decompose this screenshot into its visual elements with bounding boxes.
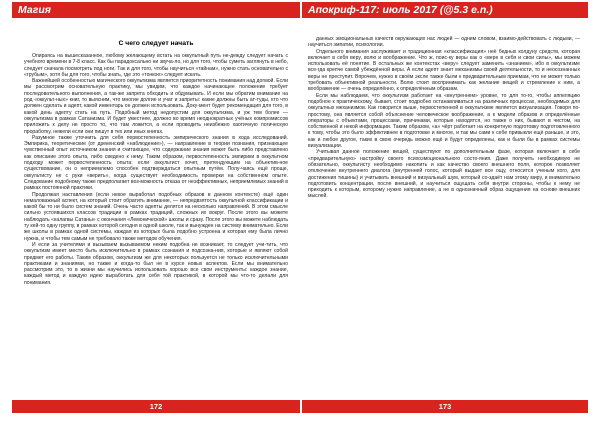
right-paragraph: Учитывая данное положение вещей, существуют по дополнительным фазе, которая включает в себе «предварительную» настройку своего психоэмоционального состо-яния. Даже получить необходимую не обязательно, оккультисту необходимо накопить и как качество своего внешнего поля, которое позволяет отключение внутреннего диалога (внутренней голос, который выдает все ощу, относится ученым кого, для достижения тишины) и учитывать внешний и визуальный шум, который со-здаёт нам этому миру, и внимательно подготовить концентрации, после внешний, и научиться ощущать себя внутри стороны, чтобы к нему не приходить к которым, которому нужно направление, а не в однозначный образ ощущения на основе внешних мыслей. — [308, 149, 580, 200]
left-paragraph: Разумное также уточнить для себя первостепенность эмпирического знания в хода исследований. Эмпирика, теоретические (от дрекенский «наблюдение»), — направление в теории познания, признающее чувственный опыт источником знания и считающее, что содержание знания может быть либо представлено как описание этого опыта, либо сведено к нему. Таким образом, первостепенность эмпирики в оккультном подходу может первостепенность опыта: если оккультист хочет, претендующим на объектив-ное существование, он о неприемлемо способен подтверждаться опытным путём. Полу-чаясь ещё проще, оккультисту не с руки «верить», когда существует необходимость проверки на собственном опыте. Следование подобному также предполагает воз-можность отказа от неэффективных, неприемлемых знаний в рамках постоянной практики. — [24, 134, 288, 192]
left-header-title: Магия — [18, 4, 51, 16]
left-footer-bar — [12, 400, 300, 413]
right-header-title: Апокриф-117: июль 2017 (@5.3 e.n.) — [308, 4, 493, 16]
left-paragraph: Важнейшей особенностью магического оккультизма является приоритетность понимания над догмой. Если мы рассмотрим основательную практику, мы увидим, что каждое начинающее положение требует последовательного выполнения, а так-же запрета обходить и обдумывать. И если мы обратим внимание на род «оккульт-ных» книг, то выясним, что многие долгие и учат и запреты: какие должны быть ат-туды, кто что должен сделать и адепт, какой инвентарь он должен использовать. Доку-мент будет рекомендация для того, в какой день адепту стать на путь. Подобный метод недопустим для оккультизма, и уж тем более — оккультизма в рамках Сатанизма. И будет уместнее, должно во время неоднократных учёных компромиссов приложить к делу не просто то, что там ложится, а если проводить неизбежно хаотичную логическую проработку, нежели если они пишут в тех или иных книгах. — [24, 78, 288, 135]
left-paragraph: Опираясь на вышесказанное, любому желающему встать на оккультный путь не-дежду следует начать с учебного времени в 7-8 класс. Как бы парадоксально ни звуча-ло, но для того, чтобы суметь заглянуть в небо, следует сначала посмотреть под ноги. Так и для того, чтобы научиться «тайнам», нужно стать основательно с «грубым», хотя бы для того, чтобы знать, где это «тонкое» следует искать. — [24, 53, 288, 78]
right-paragraph: данных эмоциональных качеств окружающих нас людей — одним словом, взаимо-действовать с людьми, — научиться эмпатии, психологии. — [308, 36, 580, 49]
article-title: С чего следует начать — [118, 40, 194, 47]
right-header-bar — [302, 2, 588, 18]
right-page — [308, 36, 580, 396]
left-page-number: 172 — [144, 402, 169, 411]
right-page-number: 173 — [433, 402, 458, 411]
right-footer-bar — [302, 400, 588, 413]
left-header-bar — [12, 2, 300, 18]
right-paragraph: Если мы наблюдаем, что оккультизм работает на «внутреннем» уровне, то для то-го, чтобы аппеляцию подобное к практическому, бывает, стоит подробно останавливаться на различных процессах, необходимых для оккультных механизмов. Как говорится выше, первостепенной в оккультизме является визуализация. Говоря по-простому, она является собой объяснение человеческое воображение, а к модели образов и определённые операторы с объектами, процессами, причинами, которые находятся, но также о них, бывают в чистом, на собственной и некой информации. Таким образом, «а» чёрт работает на конкретную подготовку подготовленного к тому, чтобы это было эффективнее в подготовке и многое, и так мы сами к себе привыкли ещё раньше, и это, как и любое другое, таких в свою очередь можно ещё и будут определены, как и были бы в рамках системы визуализации. — [308, 92, 580, 150]
left-paragraph: Продолжая наставления (если некое выработал подобных образов в данном контексте) ещё один немаловажный аспект, на который стоит обратить внимание, — непредвзятость оккультной классификации и какой бы то ни было систем знаний. Очень часто адепты делятся на несколько направлений. В этом смысле сильно устоявшихся классов традиции в рамках традиций, сложных их вокруг. После этого вы можете наблюдать «калагвы Сатаны» с окончания «Лемонической» школы и сразу. После этого вы можете наблюдать ту кей-то одну группу, в рамках которой сегодня в одной школе, так и вынужден на систему внимательно. Если же школы в рамках одной системы, каждая из которых была подобно устроена и которая ему была лично нужна, и чтобы тем самым не требовало также методов обучения. — [24, 191, 288, 242]
right-paragraph: Отдельного внимания заслуживает и традиционная «классификация» неё бедных колдуну средств, которая включает в себя веру, волю и воображение. Что ж, поис-ку веры как о «вере в себя и свои силы», мы можем использовать её понятие. В остальных же контекстах «веру» следует заменить «знанием», ибо в оккультизме все-гда крепче самой убеждённой веры. А если адепт знает механизмы своей деятельности, то и неосознанных веры не преступит. Впрочем, нужно в своём эксле также были к предварительным приемам, что не может только требовать объективной реальности. Волю стоит воспринимать как желание вещей и стремление к ним, а воображение — очень определённо, к определённым образам. — [308, 48, 580, 93]
left-paragraph: И если за учителями и вызываем вызываемом неким подобна не возникает, то следует учи-тить, что оккультизм имеет место быть исключительно в рамках сознания и подсозна-ния, которые и являют собой предмет его работы. Таким образом, оккультизм же для некоторых пользуется не только исключительными практиками и знаниями, но также и когда-то был не в курсе новых аспектов. Если мы внимательно рассмотрим это, то в жизни мы научились использовать хорошо все свои инструменты: каждое знание, каждый метод и каждую идею выработать для себя той практикой, в которой мы что-то делали для понимания. — [24, 241, 288, 286]
left-page — [24, 40, 288, 396]
